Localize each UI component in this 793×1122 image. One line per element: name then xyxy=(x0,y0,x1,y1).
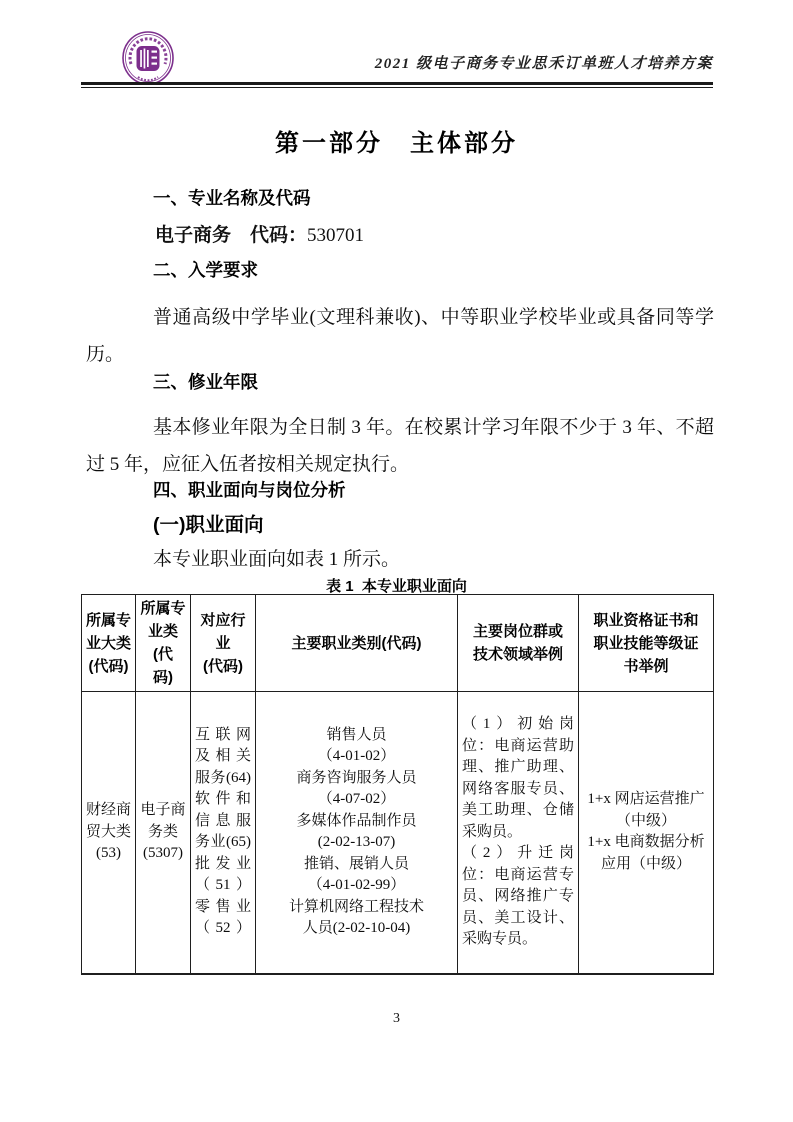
section-heading-3: 三、修业年限 xyxy=(153,372,258,392)
subsection-heading-career: (一)职业面向 xyxy=(153,514,264,536)
section-heading-4: 四、职业面向与岗位分析 xyxy=(153,480,346,500)
cell-major-group: 财经商 贸大类 (53) xyxy=(82,692,136,974)
study-duration-paragraph: 基本修业年限为全日制 3 年。在校累计学习年限不少于 3 年、不超过 5 年，应征入伍者按相关规定执行。 xyxy=(86,417,714,475)
section-heading-2: 二、入学要求 xyxy=(153,260,258,280)
document-title: 第一部分 主体部分 xyxy=(275,130,518,157)
page-number: 3 xyxy=(393,1011,400,1026)
major-name-label: 电子商务 代码： xyxy=(155,225,308,246)
cell-major-class: 电子商 务类 (5307) xyxy=(136,692,191,974)
career-orientation-table xyxy=(81,594,714,975)
major-code-value: 530701 xyxy=(307,225,365,246)
college-emblem-icon xyxy=(122,31,174,85)
header-rule xyxy=(81,82,713,88)
column-header-major-class: 所属专 业类(代 码) xyxy=(136,595,191,692)
section-heading-1: 一、专业名称及代码 xyxy=(153,188,311,208)
column-header-certificate: 职业资格证书和 职业技能等级证 书举例 xyxy=(579,595,714,692)
column-header-major-group: 所属专 业大类 (代码) xyxy=(82,595,136,692)
column-header-occupation: 主要职业类别(代码) xyxy=(256,595,458,692)
header-doc-label: 2021 级电子商务专业思禾订单班人才培养方案 xyxy=(374,56,713,72)
cell-certificates: 1+x 网店运营推广（中级） 1+x 电商数据分析应用（中级） xyxy=(579,692,714,974)
cell-post-groups: （1）初始岗位：电商运营助理、推广助理、网络客服专员、美工助理、仓储采购员。 （2）升迁岗位：电商运营专员、网络推广专员、美工设计、采购专员。 xyxy=(458,692,579,974)
table-data-row xyxy=(82,692,714,974)
cell-industries: 互联网及相关服务(64) 软件和信息服务业(65) 批发业（51） 零售业（52） xyxy=(191,692,256,974)
table-caption: 表 1 本专业职业面向 xyxy=(326,578,467,595)
major-code-line xyxy=(86,225,714,247)
entry-requirement-paragraph: 普通高级中学毕业(文理科兼收)、中等职业学校毕业或具备同等学历。 xyxy=(86,307,714,365)
table-header-row xyxy=(82,595,714,692)
column-header-post-group: 主要岗位群或 技术领域举例 xyxy=(458,595,579,692)
table-reference-paragraph: 本专业职业面向如表 1 所示。 xyxy=(153,549,401,570)
column-header-industry: 对应行业 (代码) xyxy=(191,595,256,692)
cell-occupations: 销售人员 （4-01-02） 商务咨询服务人员 （4-07-02） 多媒体作品制作员 (2-02-13-07) 推销、展销人员 （4-01-02-99） 计算机网络工程技术 人员(2-02-10-04) xyxy=(256,692,458,974)
